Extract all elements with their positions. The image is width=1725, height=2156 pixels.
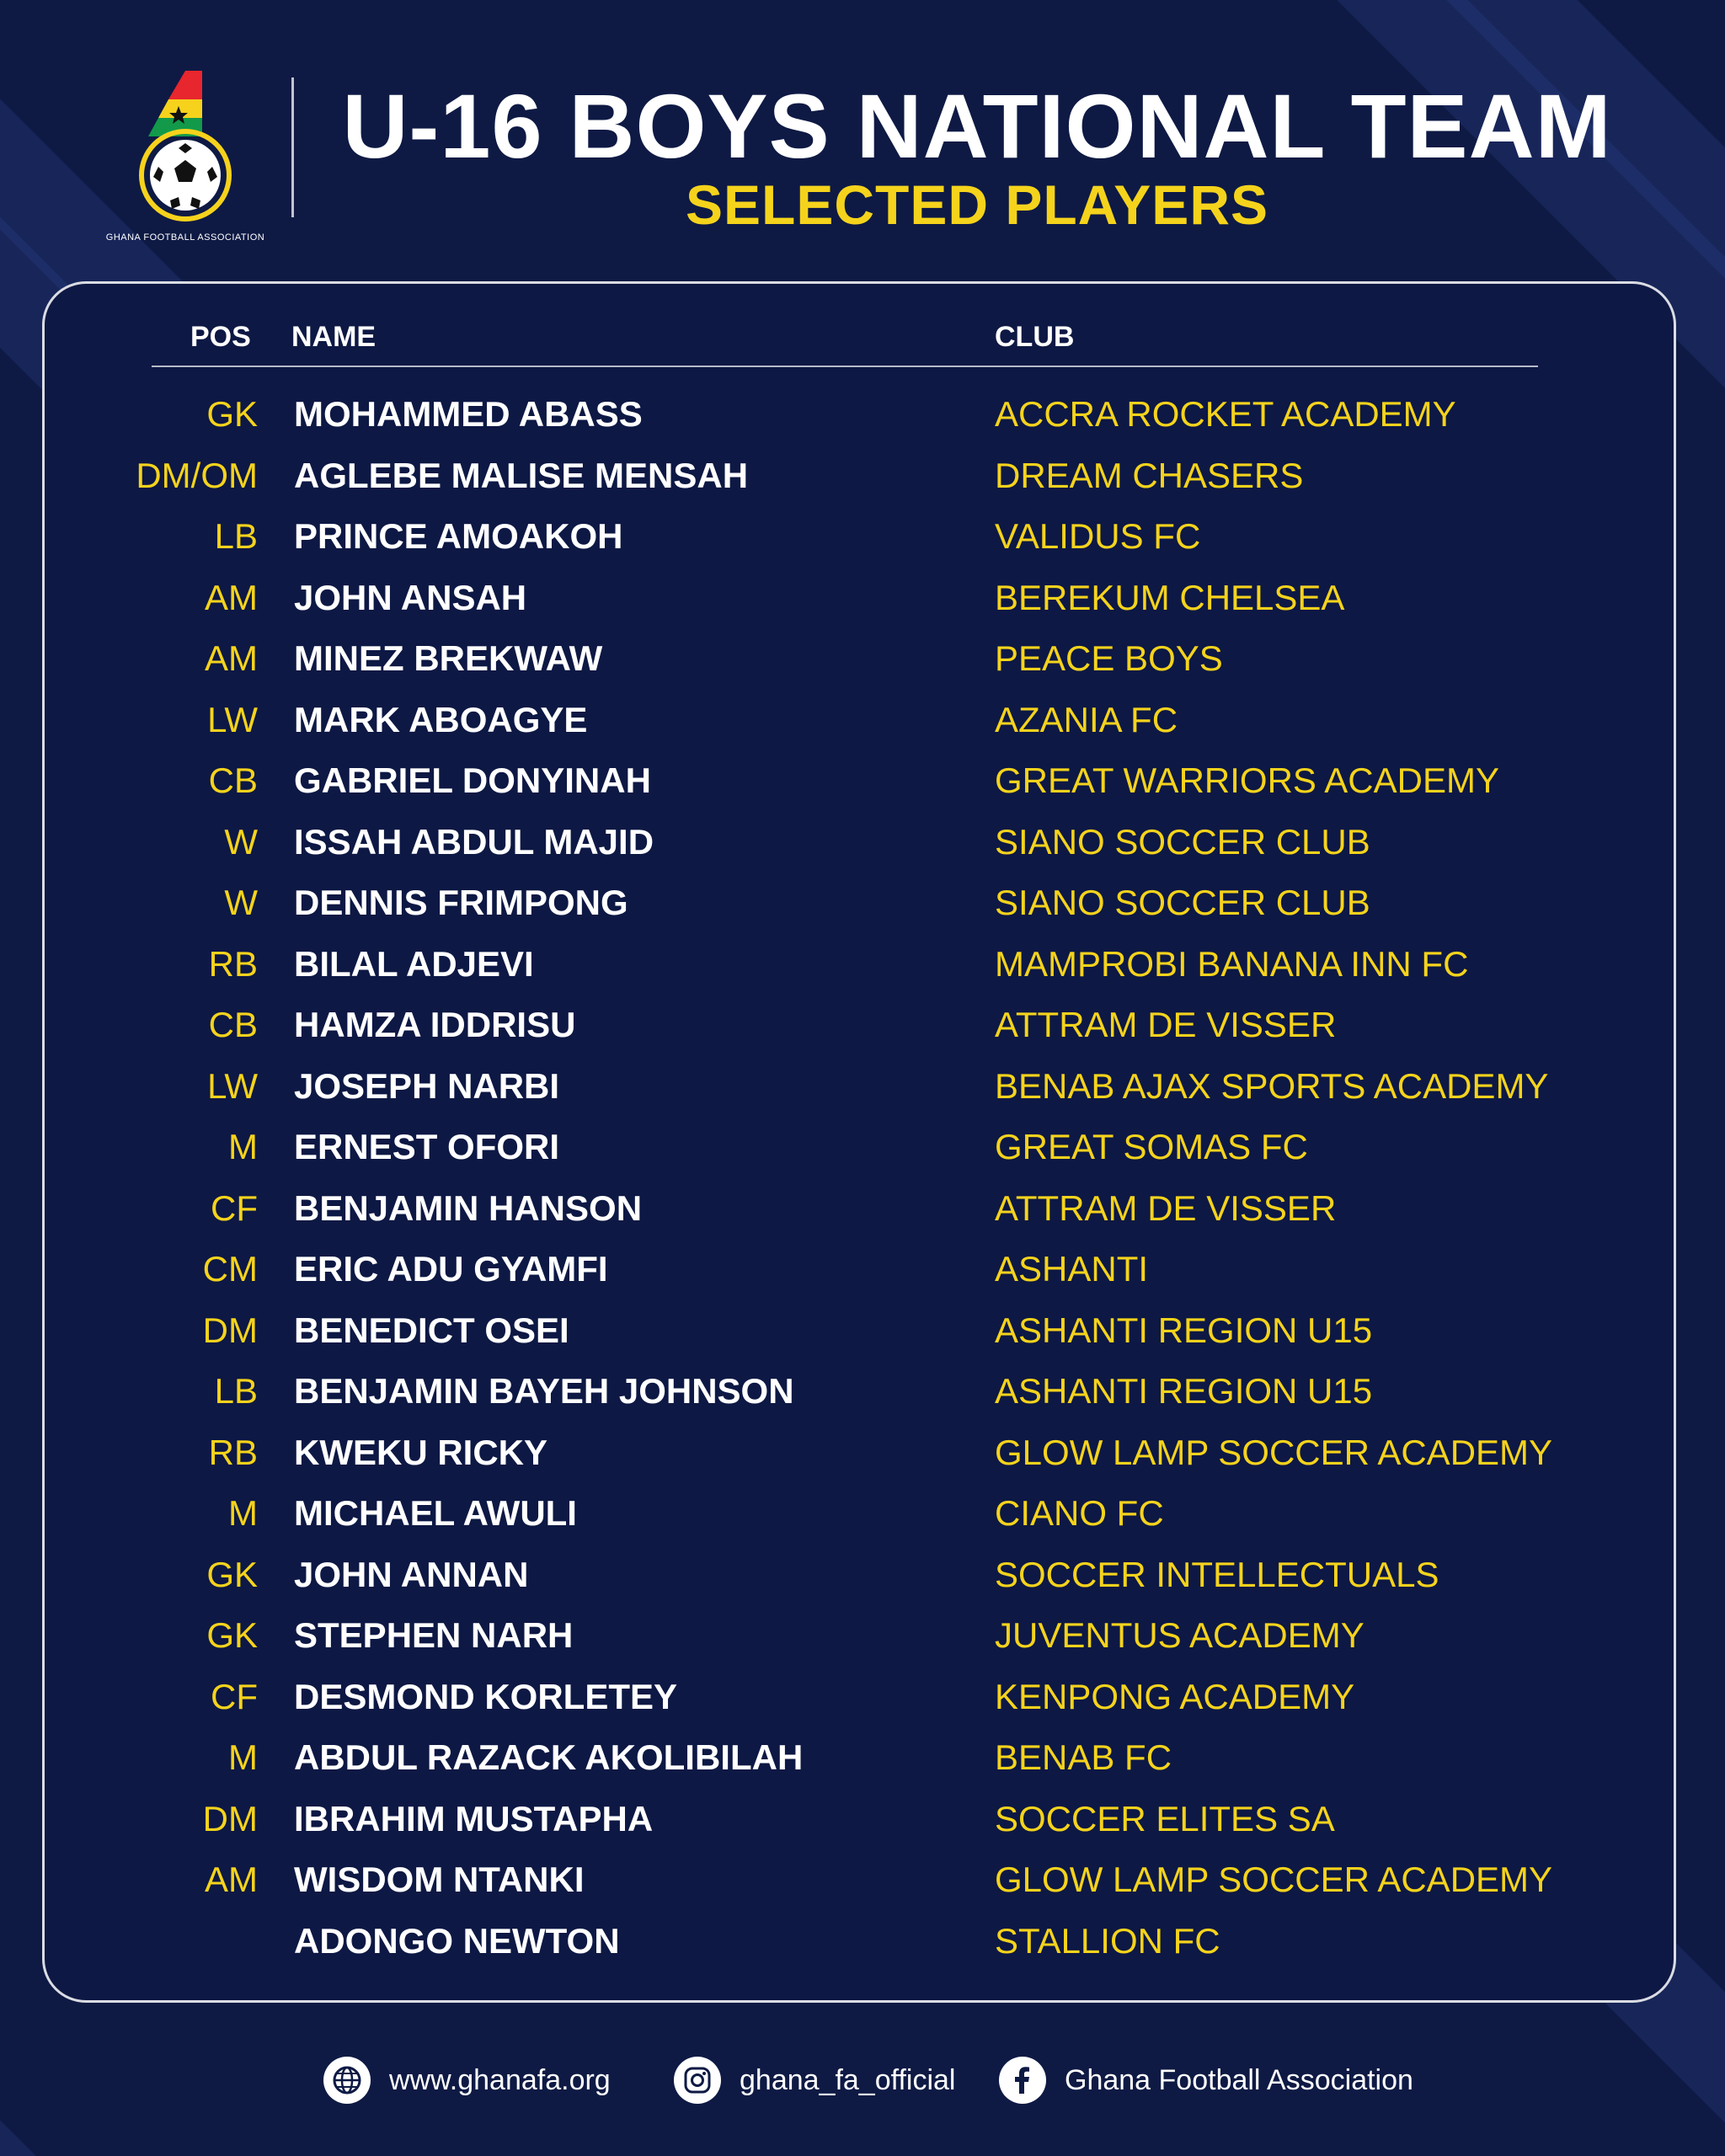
- name-column-header: NAME: [291, 321, 377, 353]
- table-row: [0, 506, 1725, 568]
- player-name: BILAL ADJEVI: [294, 943, 534, 984]
- player-club: MAMPROBI BANANA INN FC: [995, 943, 1469, 984]
- player-name: HAMZA IDDRISU: [294, 1005, 576, 1044]
- player-position: CF: [211, 1676, 258, 1716]
- facebook-link[interactable]: [999, 2055, 1413, 2105]
- table-row: [0, 1545, 1725, 1606]
- player-position: W: [224, 883, 258, 922]
- table-row: [0, 1422, 1725, 1484]
- player-club: AZANIA FC: [995, 699, 1178, 739]
- player-position: CB: [208, 1005, 258, 1044]
- player-name: PRINCE AMOAKOH: [294, 516, 623, 556]
- player-club: SOCCER ELITES SA: [995, 1798, 1335, 1838]
- player-position: AM: [205, 577, 258, 617]
- table-row: [0, 446, 1725, 507]
- player-position: LW: [207, 1065, 258, 1106]
- player-name: BENJAMIN BAYEH JOHNSON: [294, 1371, 794, 1411]
- header-rule: [152, 366, 1538, 367]
- player-name: JOSEPH NARBI: [294, 1065, 560, 1106]
- player-name: IBRAHIM MUSTAPHA: [294, 1798, 654, 1838]
- player-position: RB: [208, 943, 258, 984]
- table-row: [0, 1361, 1725, 1422]
- player-club: CIANO FC: [995, 1493, 1164, 1533]
- player-name: MICHAEL AWULI: [294, 1493, 577, 1533]
- table-row: [0, 1483, 1725, 1545]
- table-row: [0, 1849, 1725, 1911]
- table-row: [0, 1178, 1725, 1240]
- table-row: [0, 628, 1725, 690]
- player-name: BENEDICT OSEI: [294, 1310, 569, 1350]
- player-name: ERNEST OFORI: [294, 1127, 560, 1166]
- player-club: ASHANTI REGION U15: [995, 1371, 1373, 1411]
- player-club: SIANO SOCCER CLUB: [995, 821, 1370, 862]
- player-club: BENAB AJAX SPORTS ACADEMY: [995, 1065, 1549, 1106]
- table-row: [0, 934, 1725, 995]
- player-club: SIANO SOCCER CLUB: [995, 883, 1370, 922]
- player-name: WISDOM NTANKI: [294, 1860, 585, 1899]
- player-name: KWEKU RICKY: [294, 1432, 547, 1472]
- player-club: STALLION FC: [995, 1920, 1220, 1961]
- player-club: JUVENTUS ACADEMY: [995, 1615, 1365, 1655]
- player-club: ATTRAM DE VISSER: [995, 1187, 1337, 1228]
- player-club: GREAT SOMAS FC: [995, 1127, 1308, 1166]
- players-table: [0, 384, 1725, 1972]
- player-position: M: [228, 1737, 258, 1777]
- player-club: DREAM CHASERS: [995, 455, 1304, 495]
- table-row: [0, 812, 1725, 873]
- player-name: MOHAMMED ABASS: [294, 394, 643, 434]
- player-club: GLOW LAMP SOCCER ACADEMY: [995, 1432, 1553, 1472]
- player-club: GREAT WARRIORS ACADEMY: [995, 760, 1499, 800]
- club-column-header: CLUB: [995, 321, 1075, 353]
- header: [0, 0, 1725, 270]
- player-position: LB: [214, 1371, 258, 1411]
- player-position: AM: [205, 638, 258, 678]
- player-name: DESMOND KORLETEY: [294, 1676, 678, 1716]
- player-name: ABDUL RAZACK AKOLIBILAH: [294, 1737, 804, 1777]
- player-name: STEPHEN NARH: [294, 1615, 574, 1655]
- player-club: GLOW LAMP SOCCER ACADEMY: [995, 1860, 1553, 1899]
- website-link[interactable]: [323, 2055, 611, 2105]
- player-position: CM: [202, 1249, 258, 1289]
- player-position: M: [228, 1127, 258, 1166]
- player-position: DM: [202, 1310, 258, 1350]
- player-club: ASHANTI: [995, 1249, 1149, 1289]
- player-name: JOHN ANSAH: [294, 577, 527, 617]
- player-name: BENJAMIN HANSON: [294, 1187, 643, 1228]
- table-row: [0, 873, 1725, 934]
- table-row: [0, 1727, 1725, 1789]
- ghana-fa-logo: [118, 66, 253, 226]
- instagram-handle: ghana_fa_official: [740, 2063, 956, 2096]
- player-position: GK: [206, 394, 258, 434]
- player-position: CB: [208, 760, 258, 800]
- pos-column-header: POS: [190, 321, 251, 353]
- instagram-icon: [674, 2057, 721, 2104]
- globe-icon: [323, 2057, 371, 2104]
- table-row: [0, 568, 1725, 629]
- player-club: BEREKUM CHELSEA: [995, 577, 1345, 617]
- player-name: ERIC ADU GYAMFI: [294, 1249, 608, 1289]
- player-position: W: [224, 821, 258, 862]
- player-name: GABRIEL DONYINAH: [294, 760, 651, 800]
- player-club: VALIDUS FC: [995, 516, 1201, 556]
- player-position: LB: [214, 516, 258, 556]
- player-name: ISSAH ABDUL MAJID: [294, 821, 654, 862]
- player-position: RB: [208, 1432, 258, 1472]
- instagram-link[interactable]: [674, 2055, 955, 2105]
- page-subtitle: SELECTED PLAYERS: [685, 173, 1269, 236]
- logo-text: GHANA FOOTBALL ASSOCIATION: [105, 232, 265, 243]
- footer: [0, 2047, 1725, 2114]
- header-divider: [291, 77, 294, 217]
- table-row: [0, 1911, 1725, 1972]
- player-position: M: [228, 1493, 258, 1533]
- player-club: ATTRAM DE VISSER: [995, 1005, 1337, 1044]
- table-row: [0, 1239, 1725, 1300]
- table-row: [0, 1667, 1725, 1728]
- table-row: [0, 1300, 1725, 1362]
- facebook-icon: [999, 2057, 1046, 2104]
- player-club: PEACE BOYS: [995, 638, 1223, 678]
- table-row: [0, 1605, 1725, 1667]
- facebook-page: Ghana Football Association: [1065, 2063, 1413, 2096]
- table-row: [0, 1117, 1725, 1178]
- table-row: [0, 750, 1725, 812]
- table-row: [0, 1789, 1725, 1850]
- player-position: GK: [206, 1615, 258, 1655]
- player-name: MARK ABOAGYE: [294, 699, 588, 739]
- player-name: AGLEBE MALISE MENSAH: [294, 455, 749, 495]
- table-row: [0, 1056, 1725, 1118]
- player-position: AM: [205, 1860, 258, 1899]
- player-position: GK: [206, 1554, 258, 1594]
- player-club: SOCCER INTELLECTUALS: [995, 1554, 1439, 1594]
- player-position: LW: [207, 699, 258, 739]
- player-club: KENPONG ACADEMY: [995, 1676, 1355, 1716]
- player-name: ADONGO NEWTON: [294, 1920, 620, 1961]
- player-club: ACCRA ROCKET ACADEMY: [995, 394, 1456, 434]
- player-name: JOHN ANNAN: [294, 1554, 529, 1594]
- table-row: [0, 995, 1725, 1056]
- player-club: ASHANTI REGION U15: [995, 1310, 1373, 1350]
- website-text: www.ghanafa.org: [389, 2063, 611, 2096]
- player-position: CF: [211, 1187, 258, 1228]
- table-row: [0, 690, 1725, 751]
- player-name: DENNIS FRIMPONG: [294, 883, 628, 922]
- page-title: U-16 BOYS NATIONAL TEAM: [342, 75, 1612, 177]
- table-row: [0, 384, 1725, 446]
- player-position: DM/OM: [136, 455, 258, 495]
- player-name: MINEZ BREKWAW: [294, 638, 603, 678]
- player-club: BENAB FC: [995, 1737, 1172, 1777]
- player-position: DM: [202, 1798, 258, 1838]
